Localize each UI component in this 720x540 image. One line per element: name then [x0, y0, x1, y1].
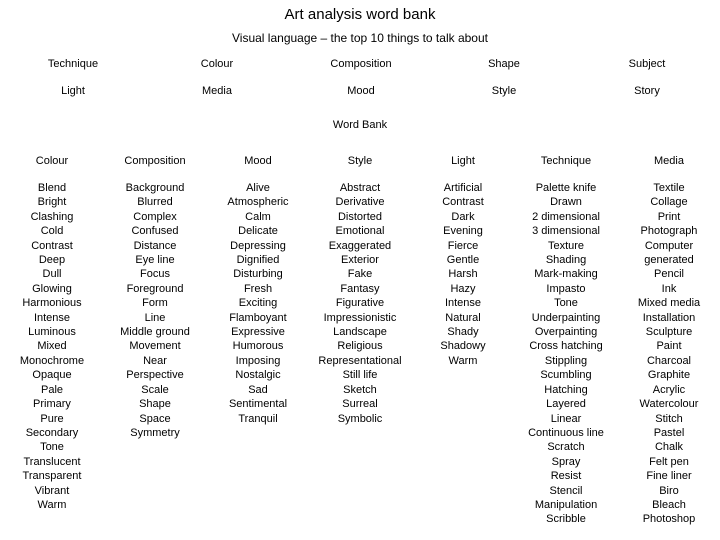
- word-list: [411, 181, 515, 368]
- top-ten-item: Story: [634, 85, 660, 97]
- word-item: Still life: [342, 369, 378, 382]
- word-item: Harsh: [448, 268, 478, 281]
- word-item: Foreground: [126, 282, 184, 295]
- top-ten-item: Subject: [628, 58, 666, 70]
- word-item: Palette knife: [535, 182, 597, 194]
- word-item: Continuous line: [528, 426, 604, 439]
- word-item: Pencil: [654, 268, 684, 281]
- column-header: Colour: [35, 155, 69, 167]
- word-item: Deep: [38, 254, 66, 267]
- word-item: Felt pen: [649, 455, 689, 468]
- word-item: Alive: [246, 182, 270, 194]
- word-item: Fresh: [243, 282, 273, 295]
- word-item: Bright: [37, 196, 67, 209]
- word-column-light: [411, 155, 515, 368]
- word-item: Shady: [447, 326, 479, 339]
- word-item: Focus: [140, 268, 170, 281]
- word-item: Ink: [661, 282, 677, 295]
- column-header: Mood: [244, 155, 272, 167]
- word-item: Stitch: [655, 412, 683, 425]
- column-header: Composition: [124, 155, 186, 167]
- word-item: Mixed: [37, 340, 67, 353]
- word-item: Exterior: [341, 254, 379, 267]
- word-item: Opaque: [32, 369, 72, 382]
- word-item: Tranquil: [238, 412, 278, 425]
- word-column-technique: [514, 155, 618, 527]
- word-list: [617, 181, 720, 527]
- page-title: Art analysis word bank: [284, 6, 436, 23]
- word-list: [103, 181, 207, 440]
- top-ten-item: Media: [202, 85, 232, 97]
- word-item: Underpainting: [531, 311, 601, 324]
- word-item: Natural: [445, 311, 481, 324]
- word-item: Cross hatching: [529, 340, 603, 353]
- top-ten-item: Mood: [347, 85, 375, 97]
- word-item: Hazy: [450, 282, 476, 295]
- word-item: Manipulation: [534, 498, 598, 511]
- word-item: Eye line: [135, 254, 175, 267]
- top-ten-item: Technique: [47, 58, 99, 70]
- word-item: Linear: [550, 412, 582, 425]
- word-item: Spray: [551, 455, 581, 468]
- word-item: Scribble: [546, 513, 586, 526]
- word-item: Paint: [656, 340, 682, 353]
- word-item: Watercolour: [639, 398, 699, 411]
- word-item: Religious: [337, 340, 383, 353]
- word-item: Chalk: [654, 441, 684, 454]
- word-item: Print: [657, 210, 681, 223]
- word-item: generated: [644, 254, 694, 267]
- word-item: Nostalgic: [235, 369, 281, 382]
- word-item: Primary: [33, 398, 71, 411]
- word-item: Gentle: [446, 254, 480, 267]
- word-item: Graphite: [647, 369, 691, 382]
- word-item: Pure: [40, 412, 64, 425]
- word-item: Symmetry: [130, 426, 180, 439]
- word-item: Warm: [37, 498, 67, 511]
- word-item: Evening: [443, 225, 483, 238]
- word-item: Layered: [546, 398, 586, 411]
- word-item: Acrylic: [652, 383, 686, 396]
- word-item: Distorted: [337, 210, 383, 223]
- column-header: Style: [347, 155, 373, 167]
- word-item: Distance: [133, 239, 177, 252]
- word-item: Artificial: [443, 182, 483, 194]
- word-item: Contrast: [442, 196, 484, 209]
- word-item: Pastel: [653, 426, 685, 439]
- word-item: Exaggerated: [328, 239, 392, 252]
- word-item: Blend: [37, 182, 67, 194]
- word-item: Impressionistic: [323, 311, 397, 324]
- word-list: [0, 181, 104, 512]
- word-item: Complex: [133, 210, 177, 223]
- word-item: Textile: [653, 182, 685, 194]
- word-item: Humorous: [232, 340, 284, 353]
- word-item: Space: [139, 412, 171, 425]
- word-item: Delicate: [238, 225, 278, 238]
- word-column-style: [308, 155, 412, 426]
- word-item: Drawn: [550, 196, 582, 209]
- word-item: Stencil: [549, 484, 583, 497]
- word-item: Texture: [547, 239, 585, 252]
- word-item: Confused: [131, 225, 179, 238]
- word-item: Abstract: [339, 182, 381, 194]
- top-ten-item: Style: [491, 85, 517, 97]
- word-item: Shadowy: [440, 340, 486, 353]
- word-item: Translucent: [23, 455, 81, 468]
- word-item: Glowing: [32, 282, 72, 295]
- word-bank-heading: Word Bank: [332, 119, 388, 131]
- word-item: Fantasy: [340, 282, 380, 295]
- word-item: Bleach: [652, 498, 686, 511]
- word-item: Shape: [139, 398, 171, 411]
- word-item: Dull: [42, 268, 62, 281]
- word-item: Cold: [40, 225, 64, 238]
- word-column-colour: [0, 155, 104, 512]
- word-item: 3 dimensional: [532, 225, 600, 238]
- word-item: Surreal: [342, 398, 378, 411]
- word-item: Biro: [659, 484, 679, 497]
- word-item: Scale: [141, 383, 169, 396]
- word-item: Impasto: [546, 282, 586, 295]
- word-item: 2 dimensional: [532, 210, 600, 223]
- word-item: Photograph: [640, 225, 698, 238]
- column-header: Technique: [540, 155, 592, 167]
- word-item: Expressive: [231, 326, 285, 339]
- word-item: Intense: [33, 311, 71, 324]
- word-item: Scumbling: [540, 369, 592, 382]
- word-item: Middle ground: [120, 326, 190, 339]
- word-item: Contrast: [31, 239, 73, 252]
- word-item: Hatching: [544, 383, 588, 396]
- word-item: Computer: [644, 239, 694, 252]
- word-item: Harmonious: [22, 297, 82, 310]
- word-item: Atmospheric: [227, 196, 289, 209]
- word-item: Near: [143, 354, 167, 367]
- word-item: Movement: [129, 340, 181, 353]
- top-ten-item: Colour: [200, 58, 234, 70]
- word-item: Monochrome: [19, 354, 85, 367]
- word-item: Representational: [318, 354, 402, 367]
- word-item: Derivative: [335, 196, 385, 209]
- word-item: Perspective: [126, 369, 184, 382]
- word-item: Pale: [40, 383, 64, 396]
- word-item: Blurred: [137, 196, 173, 209]
- column-header: Light: [451, 155, 475, 167]
- word-item: Installation: [642, 311, 696, 324]
- word-list: [308, 181, 412, 426]
- word-item: Stippling: [544, 354, 588, 367]
- word-item: Shading: [545, 254, 587, 267]
- top-ten-item: Shape: [488, 58, 520, 70]
- word-item: Line: [144, 311, 166, 324]
- word-column-mood: [206, 155, 310, 426]
- word-item: Resist: [550, 470, 582, 483]
- word-item: Figurative: [335, 297, 385, 310]
- word-item: Tone: [554, 297, 578, 310]
- word-item: Clashing: [30, 210, 74, 223]
- word-item: Overpainting: [534, 326, 598, 339]
- word-item: Warm: [448, 354, 478, 367]
- word-item: Luminous: [28, 326, 76, 339]
- word-item: Background: [125, 182, 185, 194]
- word-item: Exciting: [238, 297, 278, 310]
- word-item: Photoshop: [642, 513, 696, 526]
- word-item: Disturbing: [233, 268, 283, 281]
- word-list: [206, 181, 310, 426]
- word-item: Fake: [347, 268, 373, 281]
- word-item: Flamboyant: [229, 311, 287, 324]
- word-item: Emotional: [335, 225, 385, 238]
- word-item: Collage: [650, 196, 688, 209]
- word-item: Sentimental: [228, 398, 288, 411]
- word-item: Calm: [245, 210, 271, 223]
- word-item: Symbolic: [337, 412, 383, 425]
- word-item: Mixed media: [637, 297, 701, 310]
- word-item: Intense: [444, 297, 482, 310]
- word-item: Sketch: [343, 383, 377, 396]
- word-item: Depressing: [230, 239, 286, 252]
- word-item: Dark: [451, 210, 475, 223]
- word-item: Sad: [248, 383, 268, 396]
- word-item: Vibrant: [34, 484, 70, 497]
- word-item: Fine liner: [646, 470, 692, 483]
- word-column-media: [617, 155, 720, 527]
- column-header: Media: [654, 155, 684, 167]
- word-item: Dignified: [236, 254, 280, 267]
- word-item: Scratch: [547, 441, 585, 454]
- word-item: Charcoal: [646, 354, 692, 367]
- word-item: Sculpture: [645, 326, 693, 339]
- word-item: Mark-making: [534, 268, 598, 281]
- page-subtitle: Visual language – the top 10 things to talk about: [232, 31, 488, 45]
- word-column-composition: [103, 155, 207, 440]
- word-item: Landscape: [333, 326, 387, 339]
- top-ten-item: Composition: [330, 58, 392, 70]
- word-item: Form: [142, 297, 168, 310]
- word-item: Transparent: [22, 470, 82, 483]
- word-item: Tone: [40, 441, 64, 454]
- word-list: [514, 181, 618, 527]
- word-item: Secondary: [25, 426, 79, 439]
- top-ten-item: Light: [61, 85, 85, 97]
- word-item: Fierce: [447, 239, 479, 252]
- word-item: Imposing: [235, 354, 281, 367]
